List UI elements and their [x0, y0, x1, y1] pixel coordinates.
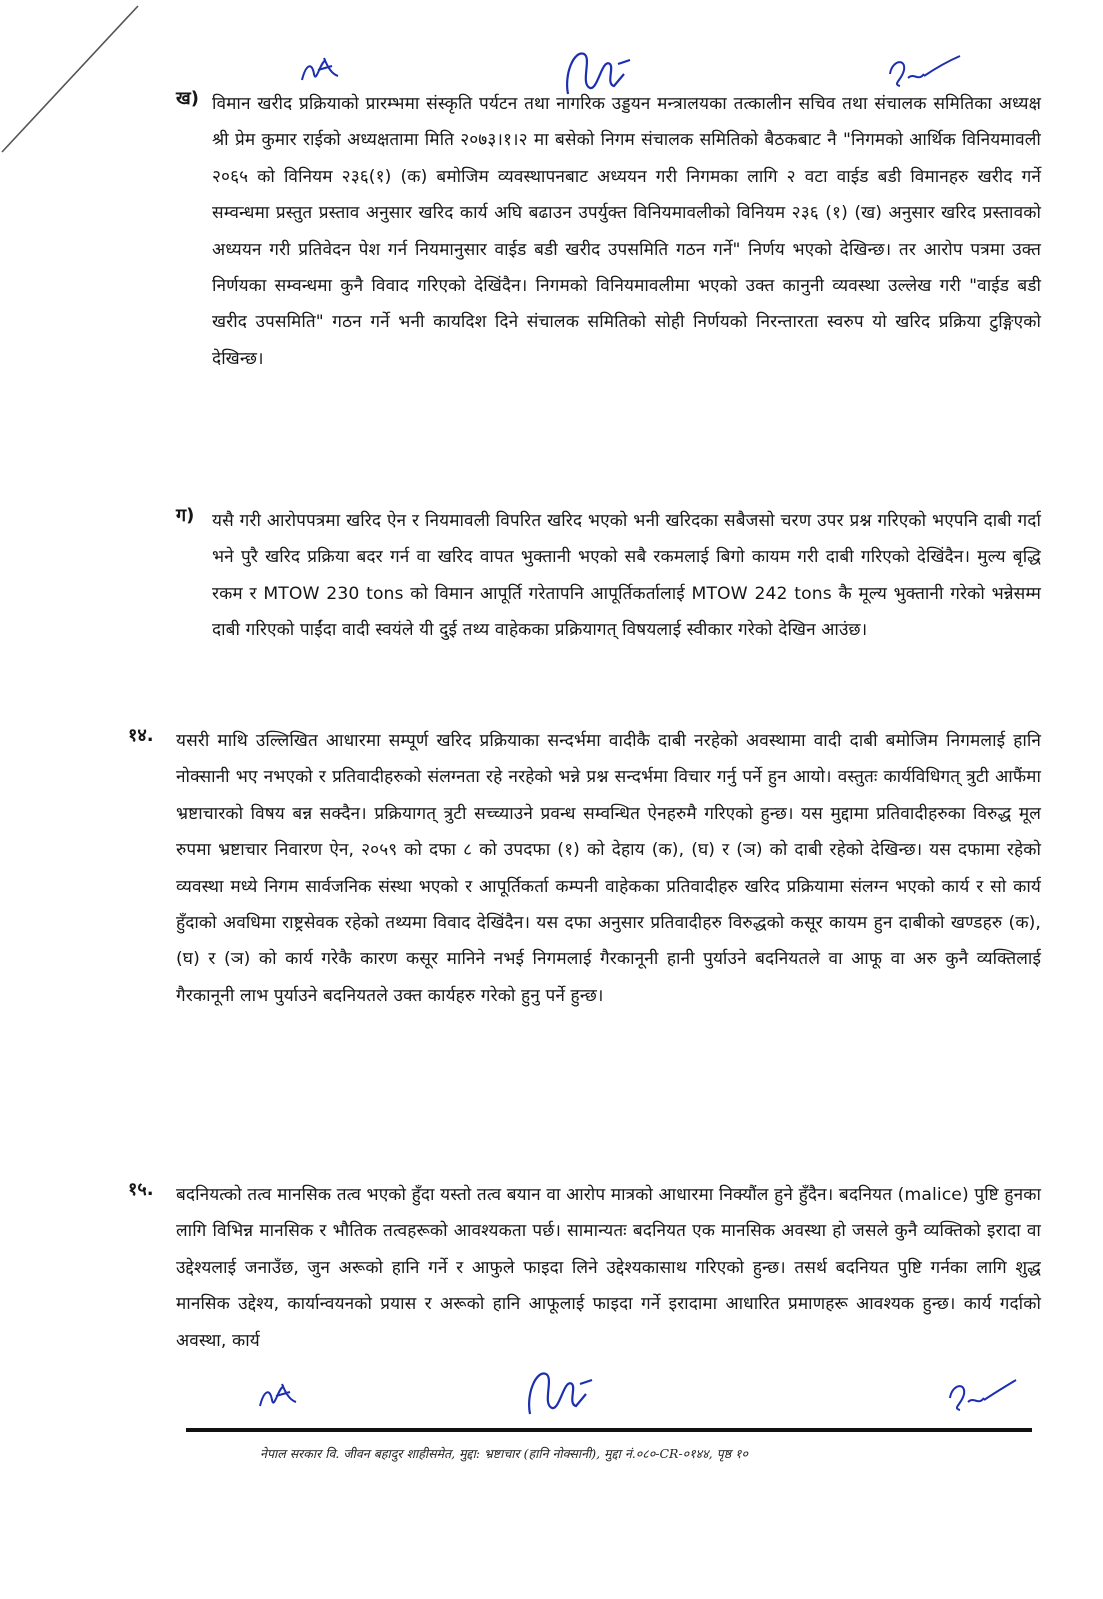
- handwritten-mark-bottom-icon: [944, 1378, 1020, 1418]
- scan-edge-line: [0, 0, 140, 160]
- handwritten-signature-bottom-icon: [516, 1364, 596, 1424]
- section-marker-kha: ख): [176, 88, 199, 109]
- footer-rule: [186, 1428, 1032, 1432]
- footer-citation: नेपाल सरकार वि. जीवन बहादुर शाहीसमेत, मुद्दा: भ्रष्टाचार (हानि नोक्सानी), मुद्दा नं.०८०-CR-०१४४, पृष्ठ १०: [260, 1446, 749, 1461]
- section-marker-15: १५.: [128, 1179, 154, 1200]
- paragraph-ga: यसै गरी आरोपपत्रमा खरिद ऐन र नियमावली विपरित खरिद भएको भनी खरिदका सबैजसो चरण उपर प्रश्न गरिएको भएपनि दाबी गर्दा भने पुरै खरिद प्रक्रिया बदर गर्न वा खरिद वापत भुक्तानी भएको सबै रकमलाई बिगो कायम गरी दाबी गरिएको देखिंदैन। मुल्य बृद्धि रकम र MTOW 230 tons को विमान आपूर्ति गरेतापनि आपूर्तिकर्तालाई MTOW 242 tons कै मूल्य भुक्तानी गरेको भन्नेसम्म दाबी गरिएको पाईंदा वादी स्वयंले यी दुई तथ्य वाहेकका प्रक्रियागत् विषयलाई स्वीकार गरेको देखिन आउंछ।: [212, 511, 1041, 641]
- paragraph-15: बदनियत्को तत्व मानसिक तत्व भएको हुँदा यस्तो तत्व बयान वा आरोप मात्रको आधारमा निक्यौंल हुने हुँदैन। बदनियत (malice) पुष्टि हुनका लागि विभिन्न मानसिक र भौतिक तत्वहरूको आवश्यकता पर्छ। सामान्यतः बदनियत एक मानसिक अवस्था हो जसले कुनै व्यक्तिको इरादा वा उद्देश्यलाई जनाउँछ, जुन अरूको हानि गर्ने र आफुले फाइदा लिने उद्देश्यकासाथ गरिएको हुन्छ। तसर्थ बदनियत पुष्टि गर्नका लागि शुद्ध मानसिक उद्देश्य, कार्यान्वयनको प्रयास र अरूको हानि आफूलाई फाइदा गर्ने इरादामा आधारित प्रमाणहरू आवश्यक हुन्छ। कार्य गर्दाको अवस्था, कार्य: [176, 1185, 1041, 1351]
- paragraph-kha: विमान खरीद प्रक्रियाको प्रारम्भमा संस्कृति पर्यटन तथा नागरिक उड्डयन मन्त्रालयका तत्कालीन सचिव तथा संचालक समितिका अध्यक्ष श्री प्रेम कुमार राईको अध्यक्षतामा मिति २०७३।१।२ मा बसेको निगम संचालक समितिको बैठकबाट नै "निगमको आर्थिक विनियमावली २०६५ को विनियम २३६(१) (क) बमोजिम व्यवस्थापनबाट अध्ययन गरी निगमका लागि २ वटा वाईड बडी विमानहरु खरीद गर्ने सम्वन्धमा प्रस्तुत प्रस्ताव अनुसार खरिद कार्य अघि बढाउन उपर्युक्त विनियमावलीको विनियम २३६ (१) (ख) अनुसार खरिद प्रस्तावको अध्ययन गरी प्रतिवेदन पेश गर्न नियमानुसार वाईड बडी खरीद उपसमिति गठन गर्ने" निर्णय भएको देखिन्छ। तर आरोप पत्रमा उक्त निर्णयका सम्वन्धमा कुनै विवाद गरिएको देखिंदैन। निगमको विनियमावलीमा भएको उक्त कानुनी व्यवस्था उल्लेख गरी "वाईड बडी खरीद उपसमिति" गठन गर्ने भनी कायदिश दिने संचालक समितिको सोही निर्णयको निरन्तारता स्वरुप यो खरिद प्रक्रिया टुङ्गिएको देखिन्छ।: [212, 94, 1041, 369]
- section-marker-14: १४.: [128, 725, 154, 746]
- initials-signature-bottom-icon: [256, 1380, 300, 1416]
- paragraph-14: यसरी माथि उल्लिखित आधारमा सम्पूर्ण खरिद प्रक्रियाका सन्दर्भमा वादीकै दाबी नरहेको अवस्थामा वादी दाबी बमोजिम निगमलाई हानि नोक्सानी भए नभएको र प्रतिवादीहरुको संलग्नता रहे नरहेको भन्ने प्रश्न सन्दर्भमा विचार गर्नु पर्ने हुन आयो। वस्तुतः कार्यविधिगत् त्रुटी आफैंमा भ्रष्टाचारको विषय बन्न सक्दैन। प्रक्रियागत् त्रुटी सच्च्याउने प्रवन्ध सम्वन्धित ऐनहरुमै गरिएको हुन्छ। यस मुद्दामा प्रतिवादीहरुका विरुद्ध मूल रुपमा भ्रष्टाचार निवारण ऐन, २०५९ को दफा ८ को उपदफा (१) को देहाय (क), (घ) र (ञ) को दाबी रहेको देखिन्छ। यस दफामा रहेको व्यवस्था मध्ये निगम सार्वजनिक संस्था भएको र आपूर्तिकर्ता कम्पनी वाहेकका प्रतिवादीहरु खरिद प्रक्रियामा संलग्न भएको कार्य र सो कार्य हुँदाको अवधिमा राष्ट्रसेवक रहेको तथ्यमा विवाद देखिंदैन। यस दफा अनुसार प्रतिवादीहरु विरुद्धको कसूर कायम हुन दाबीको खण्डहरु (क), (घ) र (ञ) को कार्य गरेकै कारण कसूर मानिने नभई निगमलाई गैरकानूनी हानी पुर्याउने बदनियतले वा आफू वा अरु कुनै व्यक्तिलाई गैरकानूनी लाभ पुर्याउने बदनियतले उक्त कार्यहरु गरेको हुनु पर्ने हुन्छ।: [176, 731, 1041, 1006]
- initials-signature-icon: [298, 54, 342, 90]
- section-marker-ga: ग): [176, 505, 195, 526]
